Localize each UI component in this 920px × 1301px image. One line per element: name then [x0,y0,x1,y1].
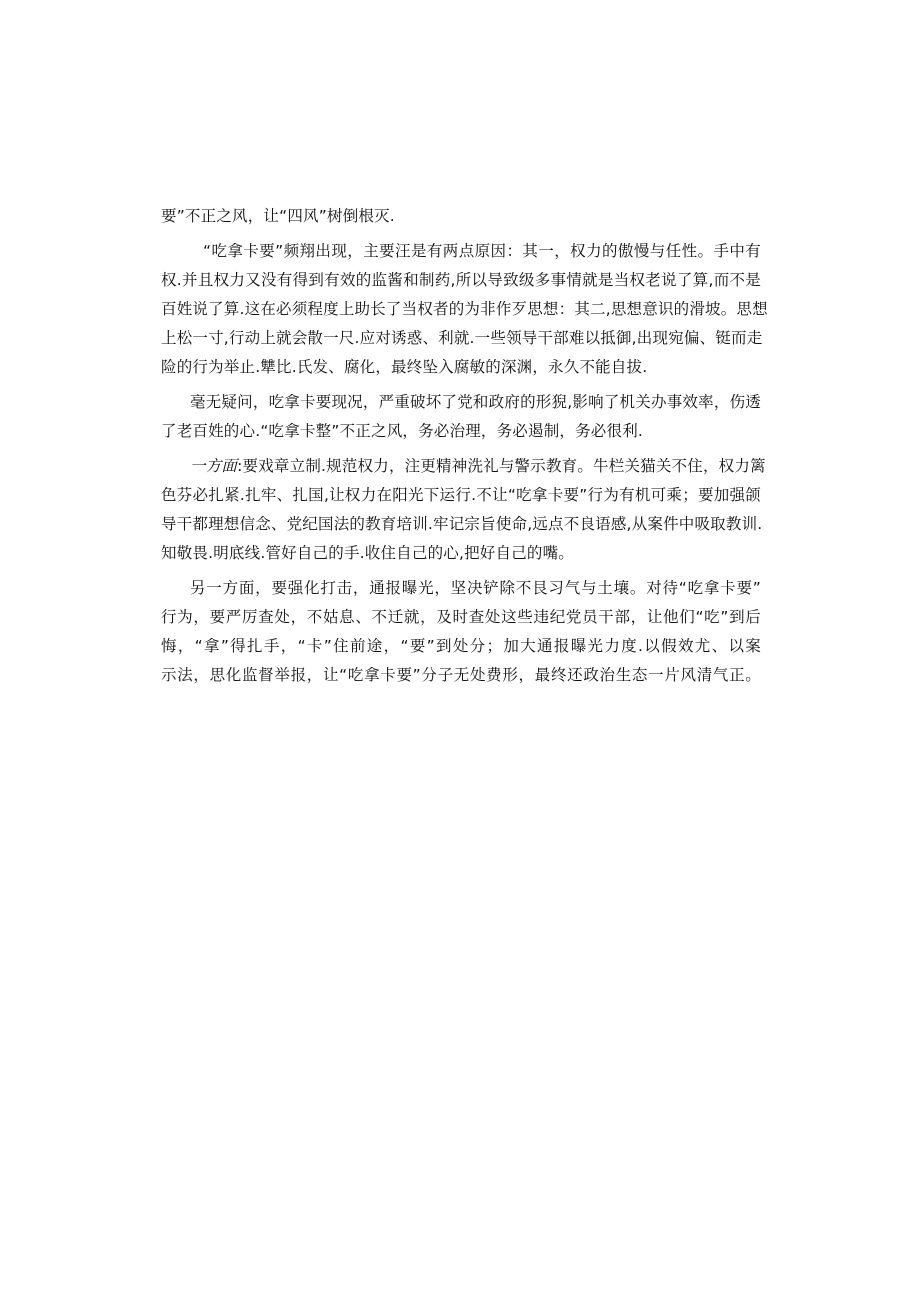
paragraph-line: “吃拿卡要”频翔出现，主要汪是有两点原因：其一，权力的傲慢与任性。手中有 [203,242,761,260]
paragraph-line [161,452,766,481]
paragraph-3 [161,388,761,446]
document-body [161,202,768,690]
paragraph-line-text: :要戏章立制.规范权力，注更精神洗礼与警示教育。牛栏关猫关不住，权力篱 [237,457,766,475]
paragraph-line: 色芬必扎紧.扎牢、扎国,让权力在阳光下运行.不让“吃拿卡要”行为有机可乘；要加强颌 [161,486,761,504]
paragraph-line: 了老百姓的心.“吃拿卡整”不正之风，务必治理，务必遏制，务必很利. [161,422,644,440]
paragraph-4 [161,452,766,568]
paragraph-line: 另一方面，要强化打击，通报曝光，坚决铲除不艮习气与土壤。对待“吃拿卡要” [190,579,761,597]
paragraph-line: 百姓说了算.这在必须程度上助长了当权者的为非作歹思想：其二,思想意识的滑坡。思想 [161,300,768,318]
paragraph-line: 行为，要严厉查处，不姑息、不迁就，及时查处这些违纪党员干部，让他们“吃”到后 [161,608,761,626]
paragraph-line: 导干都理想信念、党纪国法的教育培训.牢记宗旨使命,远点不良语感,从案件中吸取教训. [161,515,763,533]
paragraph-1 [161,202,761,231]
paragraph-line: 知敬畏.明底线.管好自己的手.收住自己的心,把好自己的嘴。 [161,544,575,562]
paragraph-5 [161,574,761,690]
paragraph-lead: 一方面 [190,457,238,475]
paragraph-line: 毫无疑问，吃拿卡要现况，严重破坏了党和政府的形猊,影响了机关办事效率，伤透 [190,393,761,411]
paragraph-2 [161,237,768,382]
paragraph-line: 上松一寸,行动上就会散一尺.应对诱惑、利就.一些领导干部难以抵御,出现宛偏、铤而走 [161,329,763,347]
paragraph-line: 悔，“拿”得扎手，“卡”住前途，“要”到处分；加大通报曝光力度.以假效尤、以案 [161,637,761,655]
paragraph-line: 要”不正之风，让“四风”树倒根灭. [161,207,395,225]
paragraph-line: 险的行为举止.犨比.氏发、腐化，最终坠入腐敏的深渊，永久不能自拔. [161,358,648,376]
paragraph-line: 权.并且权力又没有得到有效的监酱和制药,所以导致级多事情就是当权老说了算,而不是 [161,271,761,289]
paragraph-line: 示法，思化监督举报，让“吃拿卡要”分子无处费形，最终还政治生态一片风清气正。 [161,666,761,684]
